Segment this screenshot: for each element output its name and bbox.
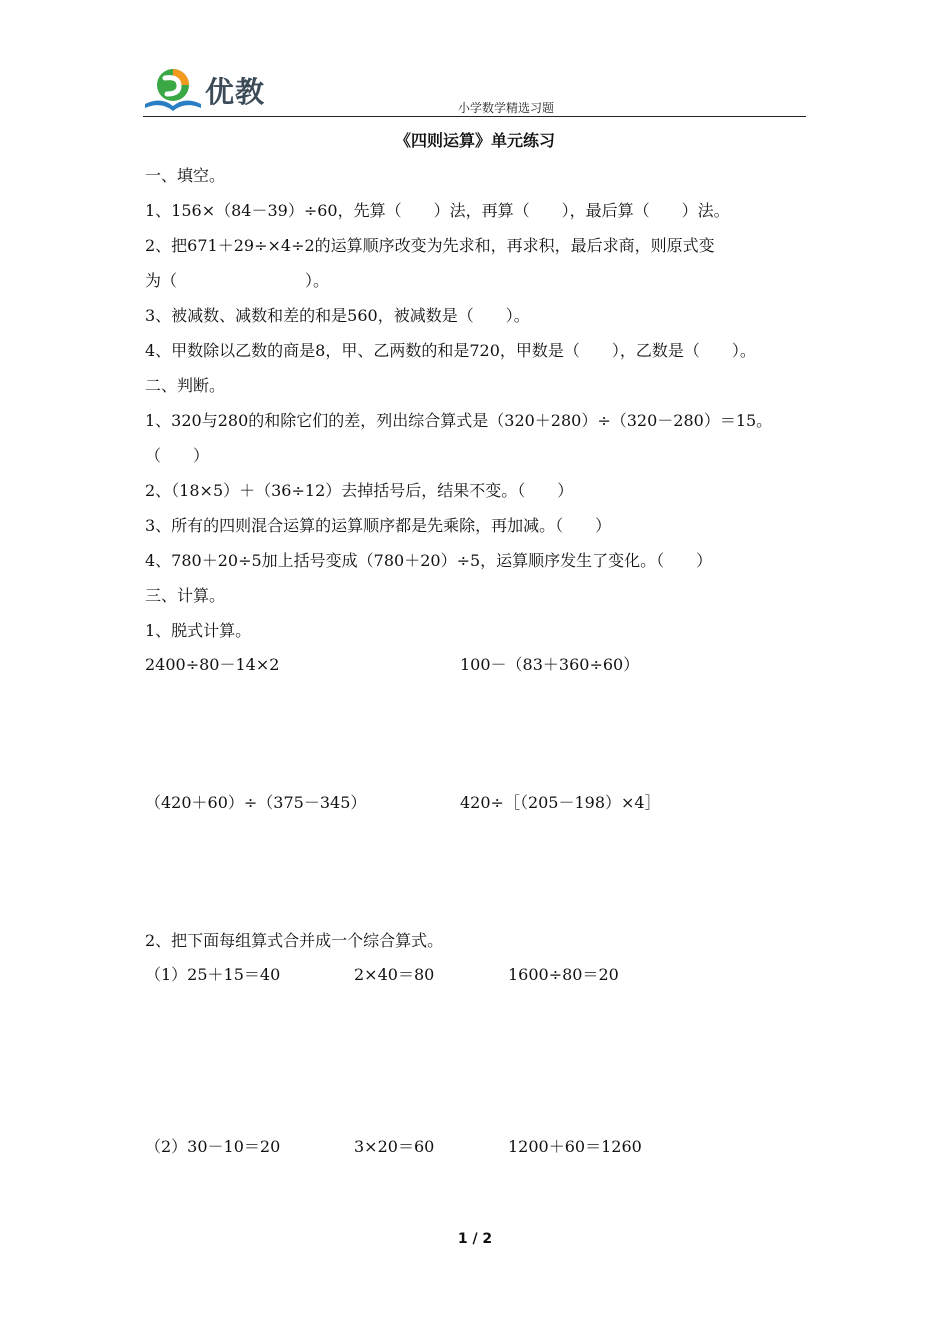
fill-question-2-line-2: 为（ ）。	[145, 271, 330, 290]
judge-question-1-line-1: 1、320与280的和除它们的差，列出综合算式是（320＋280）÷（320－280）＝15。	[145, 411, 773, 430]
fill-question-2-line-1: 2、把671＋29÷×4÷2的运算顺序改变为先求和，再求积，最后求商，则原式变	[145, 236, 715, 255]
group-2-equation-c: 1200＋60＝1260	[508, 1137, 642, 1156]
section-heading-calculate: 三、计算。	[145, 586, 226, 605]
judge-question-3: 3、所有的四则混合运算的运算顺序都是先乘除，再加减。（ ）	[145, 516, 612, 535]
fill-question-4: 4、甲数除以乙数的商是8，甲、乙两数的和是720，甲数是（ ），乙数是（ ）。	[145, 341, 756, 360]
page-title: 《四则运算》单元练习	[394, 131, 555, 150]
calc-expression-1: 2400÷80－14×2	[145, 655, 280, 674]
fill-question-1: 1、156×（84－39）÷60，先算（ ）法，再算（ ），最后算（ ）法。	[145, 201, 730, 220]
judge-question-2: 2、（18×5）＋（36÷12）去掉括号后，结果不变。（ ）	[145, 481, 574, 500]
header-subtitle: 小学数学精选习题	[458, 101, 555, 115]
brand-logo	[143, 64, 283, 114]
page-number: 1 / 2	[457, 1231, 493, 1247]
calc-expression-4: 420÷［（205－198）×4］	[460, 793, 661, 812]
judge-question-1-line-2: （ ）	[145, 446, 210, 465]
brand-name: 优教	[205, 75, 266, 109]
logo-mark-icon	[143, 64, 205, 114]
calc-part-1-heading: 1、脱式计算。	[145, 621, 252, 640]
group-1-equation-c: 1600÷80＝20	[508, 965, 619, 984]
group-1-equation-a: （1）25＋15＝40	[145, 965, 281, 984]
section-heading-judge: 二、判断。	[145, 376, 226, 395]
group-2-equation-b: 3×20＝60	[354, 1137, 435, 1156]
fill-question-3: 3、被减数、减数和差的和是560，被减数是（ ）。	[145, 306, 530, 325]
section-heading-fill-in: 一、填空。	[145, 166, 226, 185]
group-1-equation-b: 2×40＝80	[354, 965, 435, 984]
group-2-equation-a: （2）30－10＝20	[145, 1137, 281, 1156]
calc-expression-3: （420＋60）÷（375－345）	[145, 793, 367, 812]
header-divider	[143, 116, 806, 117]
calc-part-2-heading: 2、把下面每组算式合并成一个综合算式。	[145, 931, 444, 950]
calc-expression-2: 100－（83＋360÷60）	[460, 655, 640, 674]
judge-question-4: 4、780＋20÷5加上括号变成（780＋20）÷5，运算顺序发生了变化。（ ）	[145, 551, 713, 570]
